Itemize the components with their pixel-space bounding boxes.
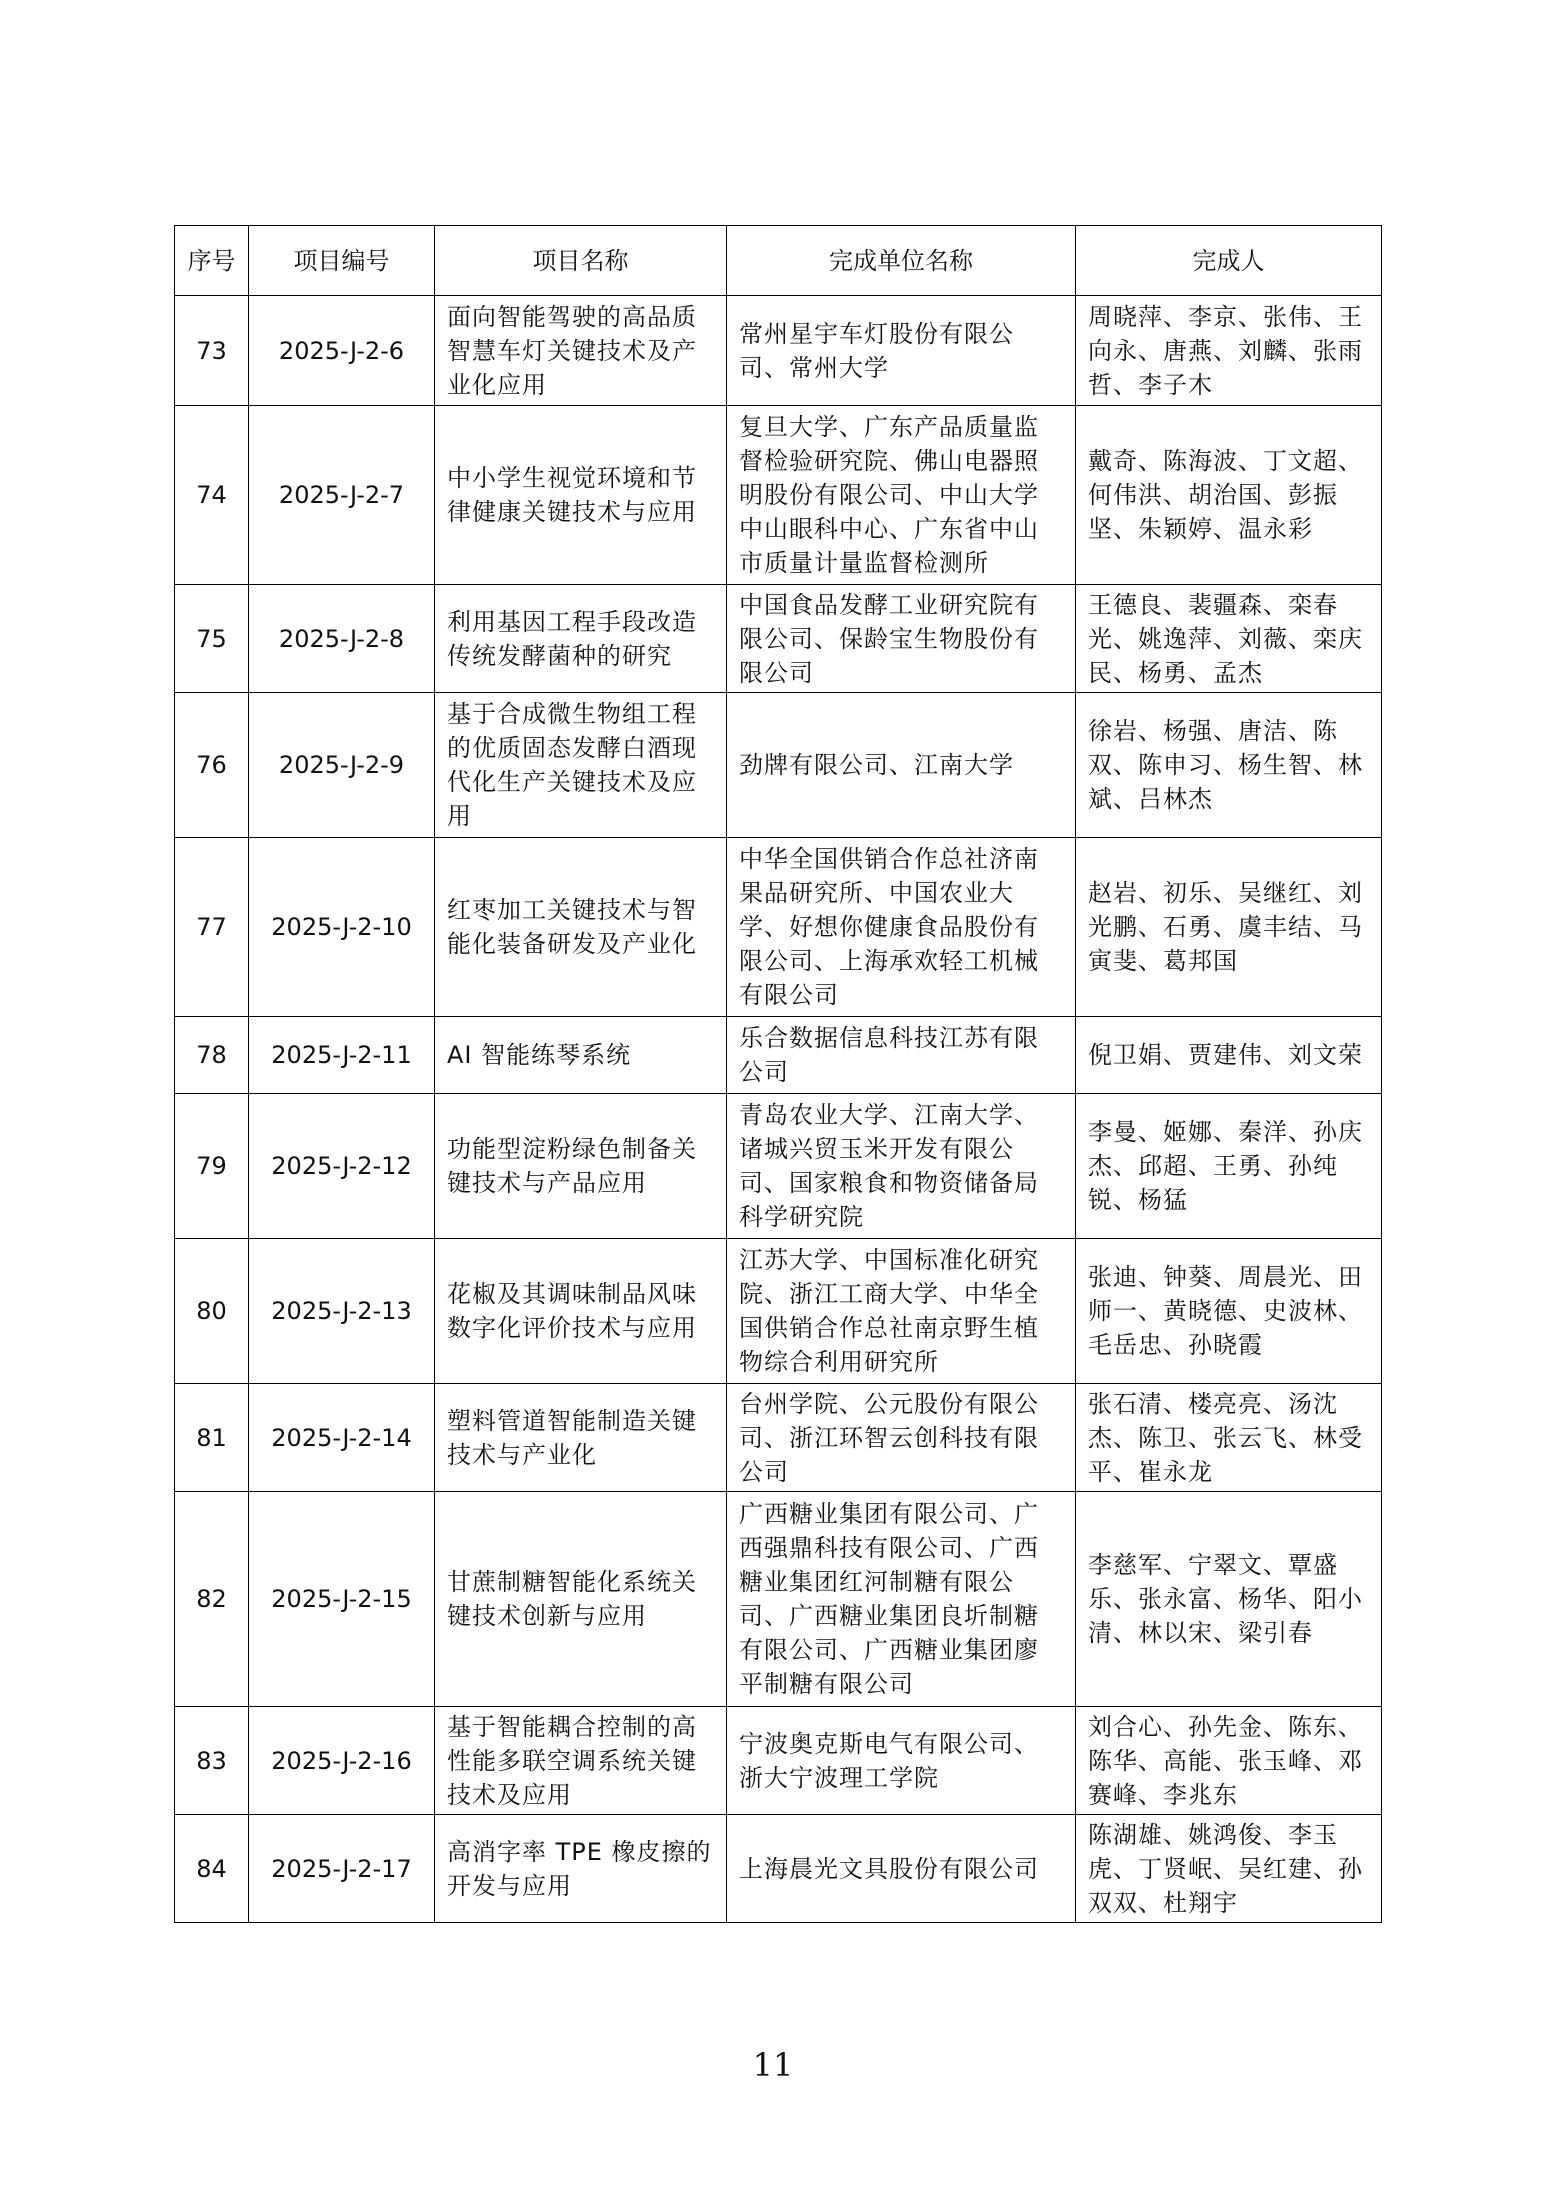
cell-name: 基于合成微生物组工程的优质固态发酵白酒现代化生产关键技术及应用 (435, 693, 727, 838)
table-row (175, 838, 1382, 1017)
cell-unit: 广西糖业集团有限公司、广西强鼎科技有限公司、广西糖业集团红河制糖有限公司、广西糖业集团良圻制糖有限公司、广西糖业集团廖平制糖有限公司 (727, 1492, 1076, 1707)
cell-code: 2025-J-2-13 (249, 1239, 435, 1384)
table-row (175, 1017, 1382, 1094)
cell-seq: 79 (175, 1094, 249, 1239)
cell-name: 红枣加工关键技术与智能化装备研发及产业化 (435, 838, 727, 1017)
cell-people: 陈湖雄、姚鸿俊、李玉虎、丁贤岷、吴红建、孙双双、杜翔宇 (1076, 1815, 1382, 1923)
cell-name: 高消字率 TPE 橡皮擦的开发与应用 (435, 1815, 727, 1923)
cell-people: 王德良、裴疆森、栾春光、姚逸萍、刘薇、栾庆民、杨勇、孟杰 (1076, 585, 1382, 693)
table-row (175, 296, 1382, 406)
cell-name: 基于智能耦合控制的高性能多联空调系统关键技术及应用 (435, 1707, 727, 1815)
cell-code: 2025-J-2-15 (249, 1492, 435, 1707)
cell-people: 戴奇、陈海波、丁文超、何伟洪、胡治国、彭振坚、朱颖婷、温永彩 (1076, 406, 1382, 585)
cell-unit: 宁波奥克斯电气有限公司、浙大宁波理工学院 (727, 1707, 1076, 1815)
awards-table (174, 225, 1382, 1923)
cell-code: 2025-J-2-16 (249, 1707, 435, 1815)
cell-name: 面向智能驾驶的高品质智慧车灯关键技术及产业化应用 (435, 296, 727, 406)
cell-code: 2025-J-2-8 (249, 585, 435, 693)
cell-people: 李曼、姬娜、秦洋、孙庆杰、邱超、王勇、孙纯锐、杨猛 (1076, 1094, 1382, 1239)
cell-seq: 73 (175, 296, 249, 406)
cell-unit: 复旦大学、广东产品质量监督检验研究院、佛山电器照明股份有限公司、中山大学中山眼科中心、广东省中山市质量计量监督检测所 (727, 406, 1076, 585)
table-row (175, 1384, 1382, 1492)
table-row (175, 1815, 1382, 1923)
header-seq: 序号 (175, 226, 249, 296)
cell-unit: 江苏大学、中国标准化研究院、浙江工商大学、中华全国供销合作总社南京野生植物综合利用研究所 (727, 1239, 1076, 1384)
cell-seq: 81 (175, 1384, 249, 1492)
cell-seq: 77 (175, 838, 249, 1017)
cell-seq: 75 (175, 585, 249, 693)
cell-people: 徐岩、杨强、唐洁、陈双、陈申习、杨生智、林斌、吕林杰 (1076, 693, 1382, 838)
cell-unit: 中华全国供销合作总社济南果品研究所、中国农业大学、好想你健康食品股份有限公司、上海承欢轻工机械有限公司 (727, 838, 1076, 1017)
cell-name: 利用基因工程手段改造传统发酵菌种的研究 (435, 585, 727, 693)
cell-name: 塑料管道智能制造关键技术与产业化 (435, 1384, 727, 1492)
cell-people: 周晓萍、李京、张伟、王向永、唐燕、刘麟、张雨哲、李子木 (1076, 296, 1382, 406)
cell-people: 赵岩、初乐、吴继红、刘光鹏、石勇、虞丰结、马寅斐、葛邦国 (1076, 838, 1382, 1017)
cell-code: 2025-J-2-17 (249, 1815, 435, 1923)
cell-people: 张石清、楼亮亮、汤沈杰、陈卫、张云飞、林受平、崔永龙 (1076, 1384, 1382, 1492)
cell-code: 2025-J-2-11 (249, 1017, 435, 1094)
cell-name: 花椒及其调味制品风味数字化评价技术与应用 (435, 1239, 727, 1384)
cell-code: 2025-J-2-14 (249, 1384, 435, 1492)
cell-unit: 台州学院、公元股份有限公司、浙江环智云创科技有限公司 (727, 1384, 1076, 1492)
cell-code: 2025-J-2-7 (249, 406, 435, 585)
cell-unit: 劲牌有限公司、江南大学 (727, 693, 1076, 838)
cell-seq: 82 (175, 1492, 249, 1707)
cell-people: 张迪、钟葵、周晨光、田师一、黄晓德、史波林、毛岳忠、孙晓霞 (1076, 1239, 1382, 1384)
cell-name: AI 智能练琴系统 (435, 1017, 727, 1094)
table-row (175, 1707, 1382, 1815)
table-row (175, 585, 1382, 693)
cell-code: 2025-J-2-10 (249, 838, 435, 1017)
cell-unit: 青岛农业大学、江南大学、诸城兴贸玉米开发有限公司、国家粮食和物资储备局科学研究院 (727, 1094, 1076, 1239)
cell-code: 2025-J-2-9 (249, 693, 435, 838)
table-row (175, 693, 1382, 838)
header-unit: 完成单位名称 (727, 226, 1076, 296)
cell-unit: 乐合数据信息科技江苏有限公司 (727, 1017, 1076, 1094)
header-name: 项目名称 (435, 226, 727, 296)
table-row (175, 406, 1382, 585)
cell-seq: 76 (175, 693, 249, 838)
table-body (175, 296, 1382, 1923)
table-row (175, 1492, 1382, 1707)
cell-seq: 74 (175, 406, 249, 585)
header-people: 完成人 (1076, 226, 1382, 296)
table-header-row (175, 226, 1382, 296)
table-row (175, 1239, 1382, 1384)
cell-seq: 84 (175, 1815, 249, 1923)
cell-people: 刘合心、孙先金、陈东、陈华、高能、张玉峰、邓赛峰、李兆东 (1076, 1707, 1382, 1815)
cell-seq: 78 (175, 1017, 249, 1094)
cell-code: 2025-J-2-12 (249, 1094, 435, 1239)
cell-unit: 中国食品发酵工业研究院有限公司、保龄宝生物股份有限公司 (727, 585, 1076, 693)
cell-people: 倪卫娟、贾建伟、刘文荣 (1076, 1017, 1382, 1094)
page-number: 11 (752, 2046, 794, 2084)
cell-code: 2025-J-2-6 (249, 296, 435, 406)
cell-unit: 上海晨光文具股份有限公司 (727, 1815, 1076, 1923)
cell-people: 李慈军、宁翠文、覃盛乐、张永富、杨华、阳小清、林以宋、梁引春 (1076, 1492, 1382, 1707)
cell-seq: 83 (175, 1707, 249, 1815)
cell-name: 甘蔗制糖智能化系统关键技术创新与应用 (435, 1492, 727, 1707)
table-row (175, 1094, 1382, 1239)
cell-name: 功能型淀粉绿色制备关键技术与产品应用 (435, 1094, 727, 1239)
cell-unit: 常州星宇车灯股份有限公司、常州大学 (727, 296, 1076, 406)
cell-seq: 80 (175, 1239, 249, 1384)
header-code: 项目编号 (249, 226, 435, 296)
cell-name: 中小学生视觉环境和节律健康关键技术与应用 (435, 406, 727, 585)
